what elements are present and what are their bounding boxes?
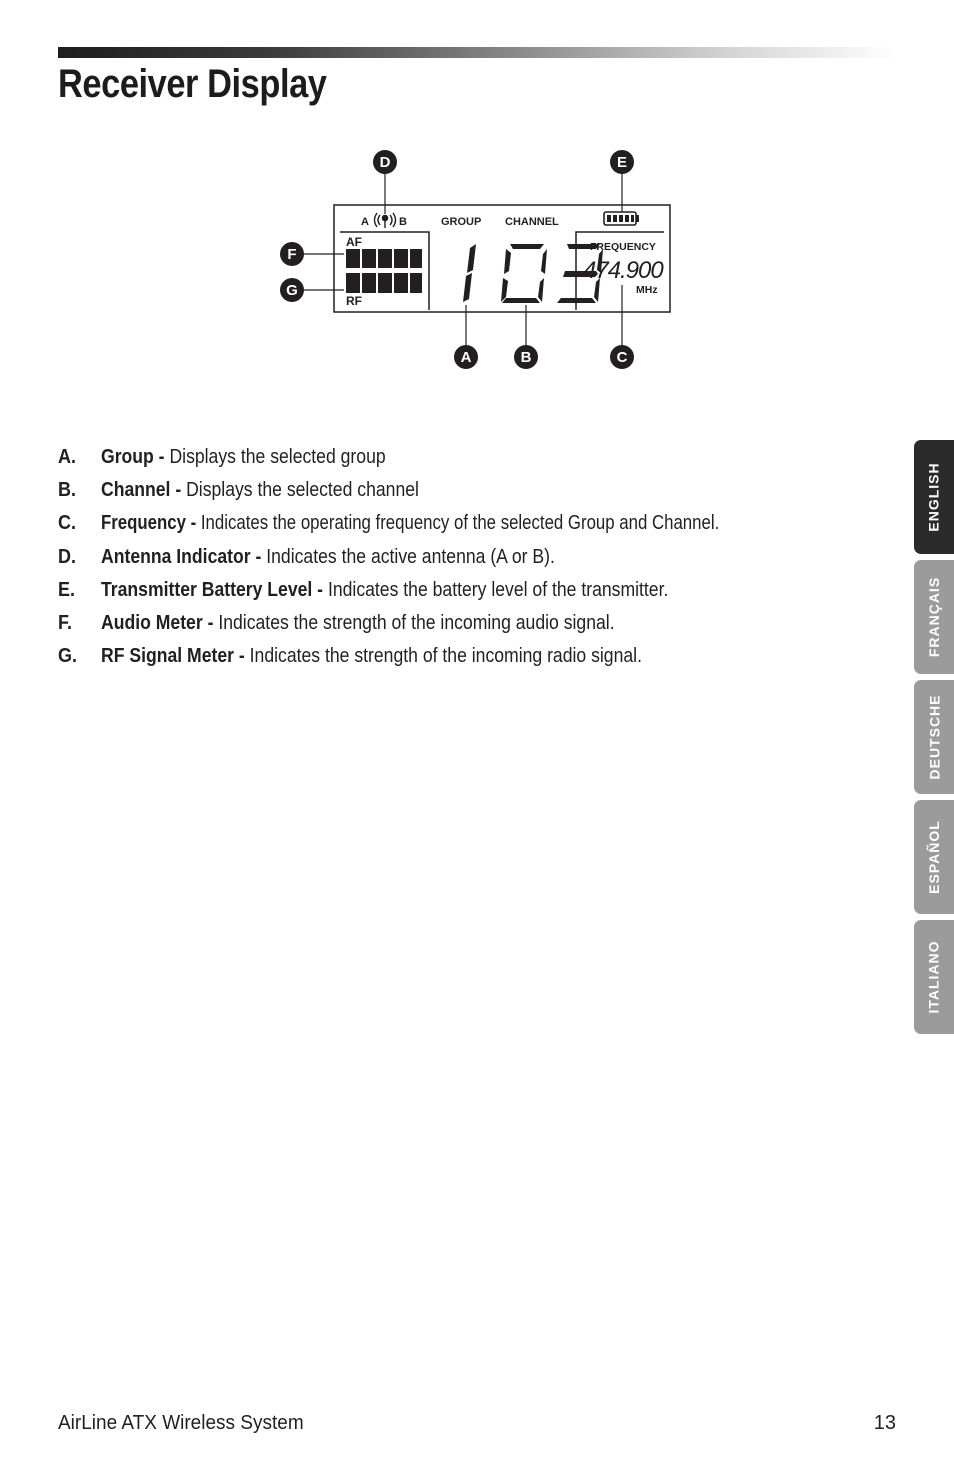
list-item-letter: D. [58, 545, 76, 568]
list-item [58, 607, 858, 640]
list-item-text [101, 607, 615, 640]
tab-italiano-label: ITALIANO [926, 940, 943, 1014]
list-item-description: Indicates the strength of the incoming radio signal. [244, 645, 642, 668]
list-item-letter: A. [58, 446, 76, 468]
list-item-text [101, 474, 419, 507]
frequency-unit: MHz [636, 284, 658, 296]
tab-espanol-label: ESPAÑOL [926, 820, 943, 894]
list-item-text [101, 541, 555, 574]
list-item [58, 541, 858, 574]
tab-english[interactable] [914, 440, 954, 554]
list-item-term: Channel - [101, 479, 182, 502]
callout-g [280, 278, 304, 302]
callout-a-letter: A [460, 349, 472, 366]
list-item-term: Antenna Indicator - [101, 545, 262, 568]
list-item-term: Transmitter Battery Level - [101, 578, 324, 601]
callout-c-letter: C [616, 349, 628, 366]
callout-a [454, 345, 478, 369]
list-item-text [101, 507, 719, 540]
list-item-term: Audio Meter - [101, 611, 214, 634]
antenna-b-label: B [399, 216, 407, 228]
description-list [58, 441, 858, 673]
list-item-text [101, 441, 386, 474]
frequency-value: 474.900 [583, 257, 663, 284]
list-item-description: Indicates the operating frequency of the selected Group and Channel. [196, 512, 720, 535]
list-item-letter: E. [58, 578, 76, 601]
callout-b [514, 345, 538, 369]
tab-italiano[interactable] [914, 920, 954, 1034]
callout-f [280, 242, 304, 266]
list-item-term: Frequency - [101, 512, 197, 535]
tab-deutsche[interactable] [914, 680, 954, 794]
channel-digits-text [270, 140, 272, 141]
callout-g-letter: G [286, 282, 298, 299]
af-label: AF [346, 235, 362, 249]
list-item-letter: C. [58, 512, 76, 535]
list-item [58, 574, 858, 607]
callout-b-letter: B [520, 349, 532, 366]
callout-e [610, 150, 634, 174]
list-item-description: Displays the selected group [164, 446, 386, 468]
tab-espanol[interactable] [914, 800, 954, 914]
rf-meter-bars [346, 273, 422, 293]
list-item-description: Displays the selected channel [181, 479, 419, 502]
page-title: Receiver Display [58, 62, 327, 106]
list-item [58, 474, 858, 507]
list-item-letter: B. [58, 479, 76, 502]
audio-meter-bars [346, 249, 422, 268]
page-number: 13 [873, 1412, 896, 1434]
footer-title: AirLine ATX Wireless System [58, 1412, 304, 1434]
list-item [58, 441, 858, 474]
antenna-a-label: A [361, 216, 369, 228]
tab-francais[interactable] [914, 560, 954, 674]
group-digit-display [463, 244, 476, 302]
callout-f-letter: F [287, 246, 297, 263]
callout-d-letter: D [379, 154, 391, 171]
callout-d [373, 150, 397, 174]
list-item-term: Group - [101, 446, 165, 468]
callout-c [610, 345, 634, 369]
rf-label: RF [346, 294, 362, 308]
callout-e-letter: E [616, 154, 628, 171]
list-item-description: Indicates the active antenna (A or B). [261, 545, 555, 568]
channel-label: CHANNEL [505, 216, 559, 228]
list-item [58, 507, 858, 540]
list-item-text [101, 574, 668, 607]
list-item-letter: F. [58, 611, 73, 634]
antenna-icon [375, 213, 396, 228]
tab-deutsche-label: DEUTSCHE [926, 694, 943, 780]
list-item [58, 640, 858, 673]
battery-icon [604, 212, 639, 225]
list-item-description: Indicates the battery level of the transmitter. [323, 578, 669, 601]
tab-francais-label: FRANÇAIS [926, 576, 942, 658]
header-gradient-rule [58, 47, 896, 58]
receiver-display-diagram [270, 140, 690, 380]
list-item-letter: G. [58, 645, 78, 668]
list-item-description: Indicates the strength of the incoming audio signal. [213, 611, 615, 634]
tab-english-label: ENGLISH [926, 462, 943, 532]
list-item-text [101, 640, 642, 673]
frequency-label: FREQUENCY [590, 241, 656, 253]
list-item-term: RF Signal Meter - [101, 645, 245, 668]
group-label: GROUP [441, 216, 482, 228]
